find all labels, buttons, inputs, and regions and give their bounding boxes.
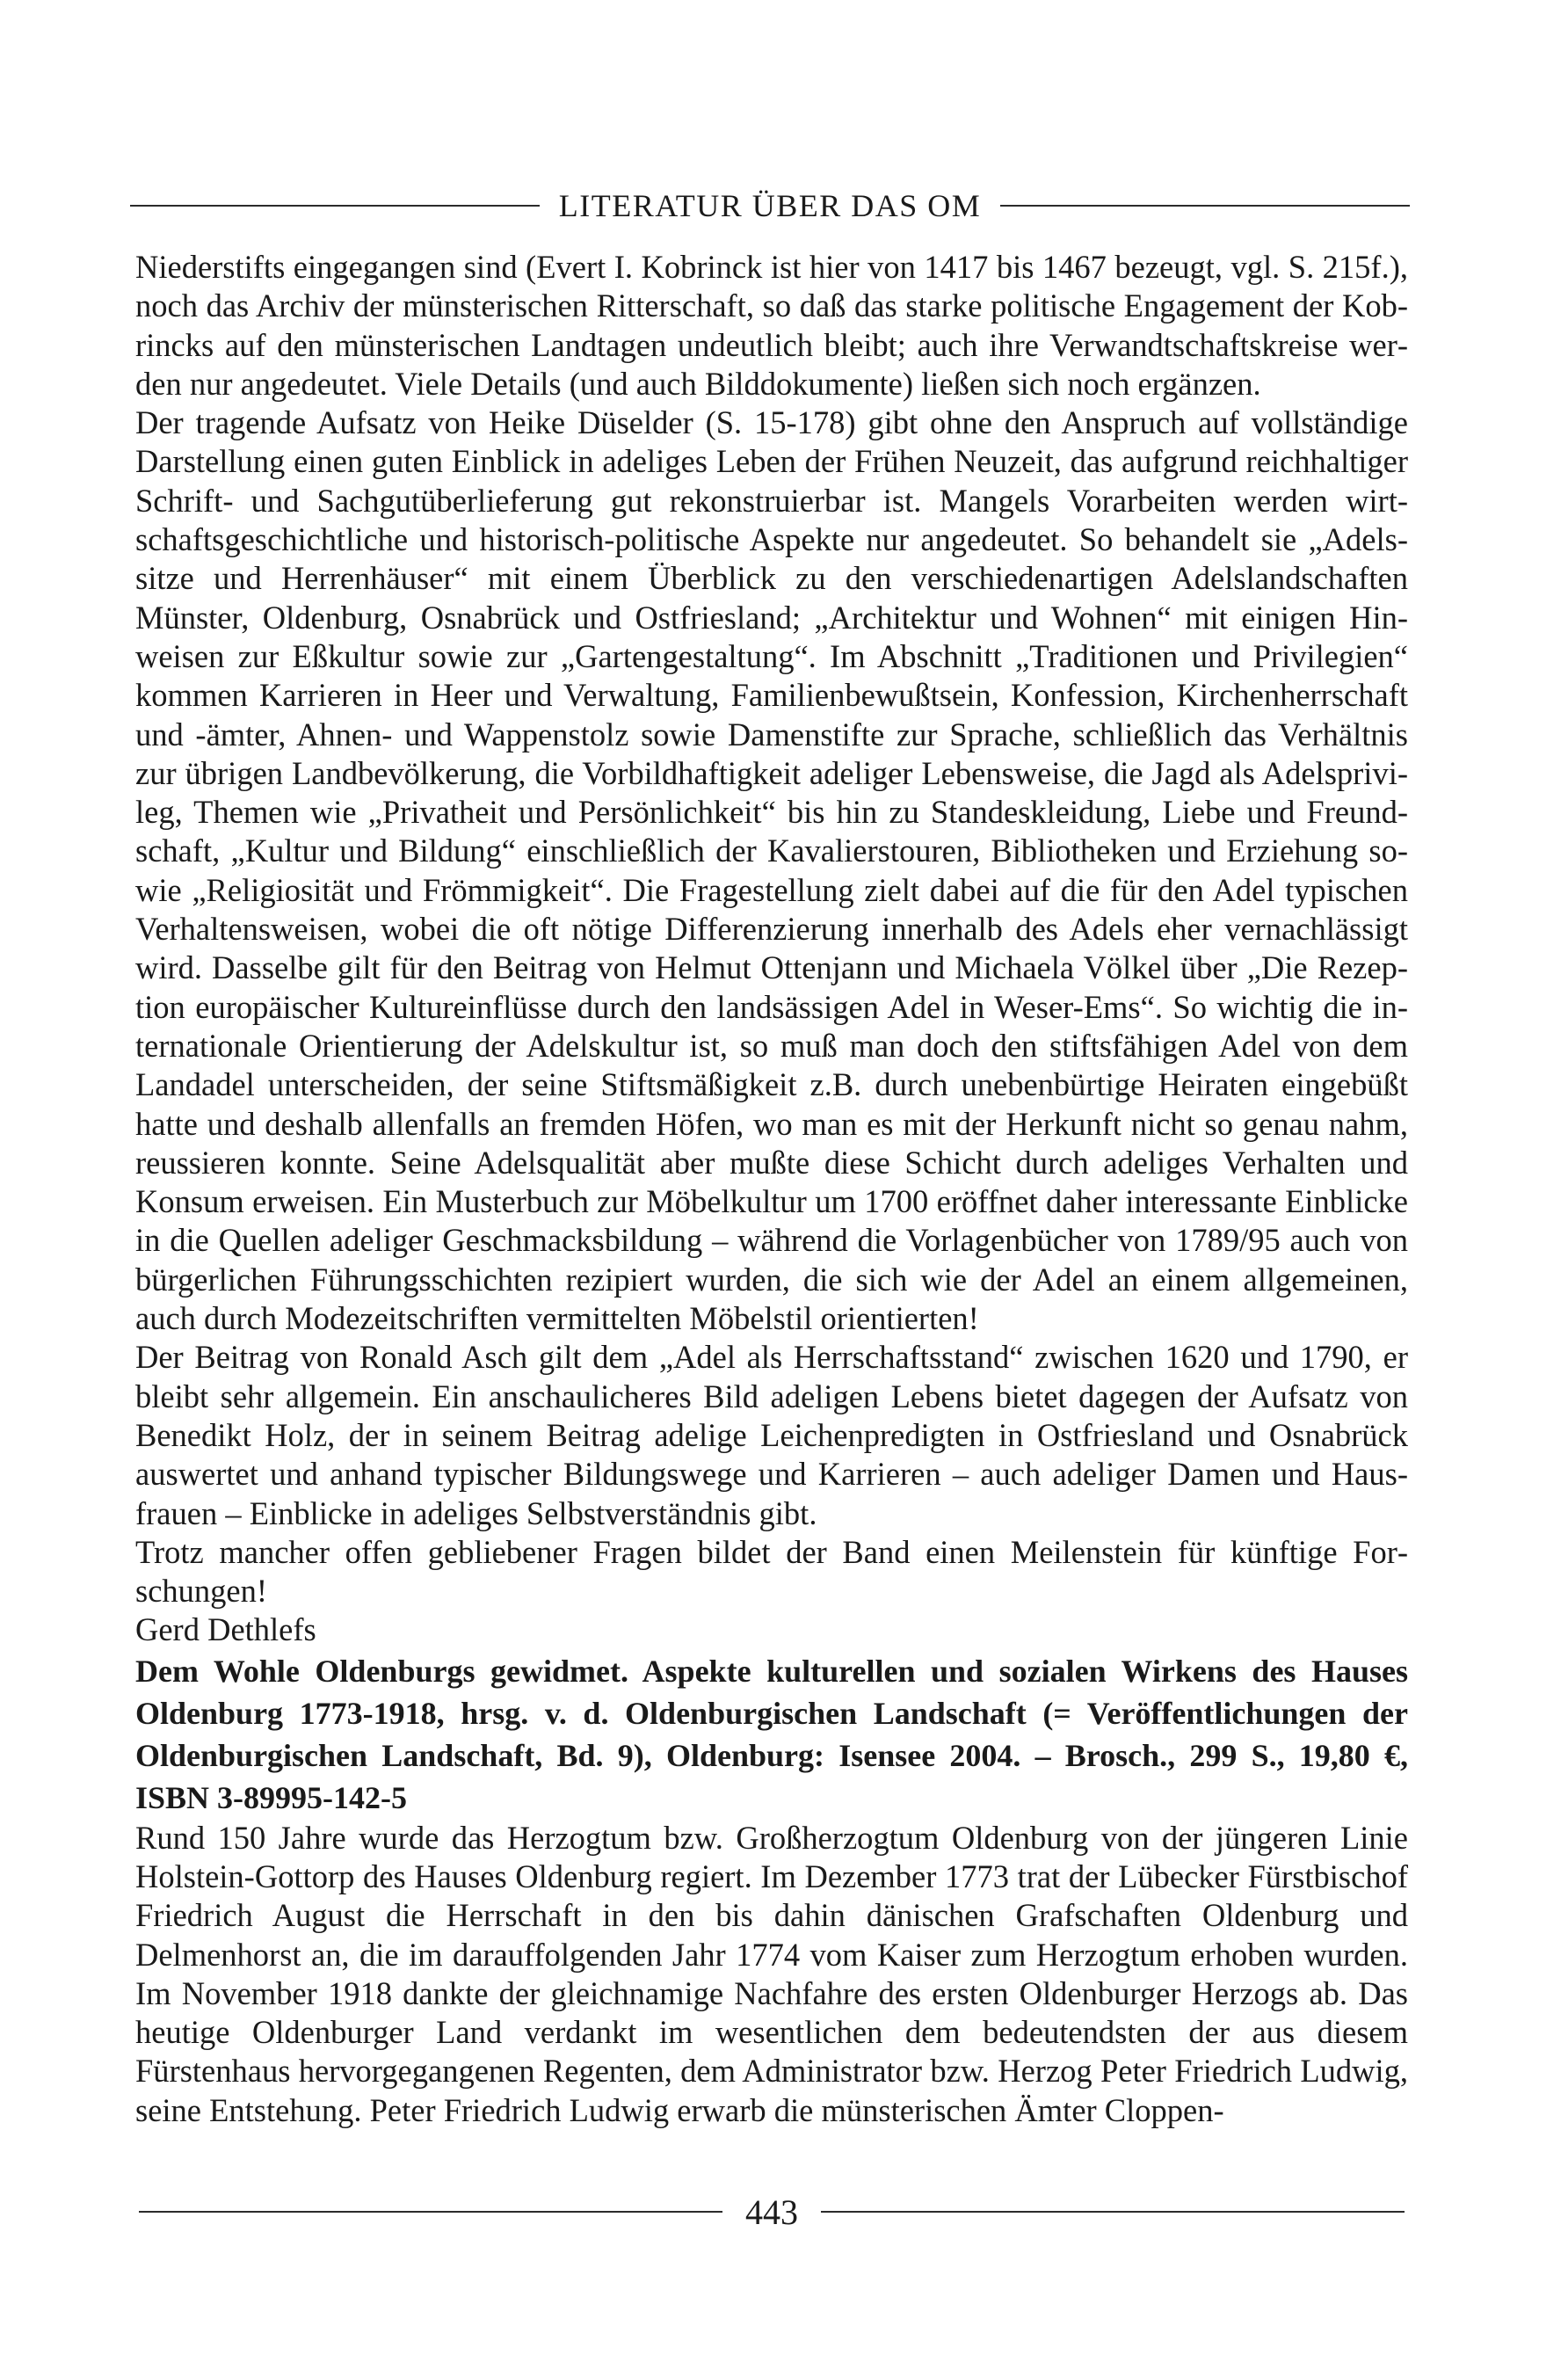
body-paragraph: Trotz mancher offen gebliebener Fragen bildet der Band einen Meilenstein für künftige Forschungen!	[135, 1533, 1408, 1610]
page-footer	[139, 2185, 1405, 2238]
header-rule-right	[1000, 205, 1410, 207]
running-header-title: LITERATUR ÜBER DAS OM	[558, 188, 982, 223]
header-rule-left	[130, 205, 540, 207]
review-paragraph: Rund 150 Jahre wurde das Herzogtum bzw. Großherzogtum Oldenburg von der jüngeren Linie Holstein-Gottorp des Hauses Oldenburg regiert. Im Dezember 1773 trat der Lübecker Fürstbischof Friedrich August die Herrschaft in den bis dahin dänischen Grafschaften Oldenburg und Delmenhorst an, die im darauffolgenden Jahr 1774 vom Kaiser zum Herzogtum erhoben wurden. Im November 1918 dankte der gleichnamige Nachfahre des ersten Oldenburger Herzogs ab. Das heutige Oldenburger Land verdankt im wesentlichen dem bedeutendsten der aus diesem Fürstenhaus hervorgegangenen Regenten, dem Administrator bzw. Herzog Peter Friedrich Ludwig, seine Entstehung. Peter Friedrich Ludwig erwarb die münsterischen Ämter Cloppen-	[135, 1819, 1408, 2128]
book-citation: Dem Wohle Oldenburgs gewidmet. Aspekte kulturellen und sozialen Wirkens des Hauses Oldenburg 1773-1918, hrsg. v. d. Oldenburgischen Landschaft (= Veröffentlichungen der Oldenburgischen Landschaft, Bd. 9), Oldenburg: Isensee 2004. – Brosch., 299 S., 19,80 €, ISBN 3-89995-142-5	[135, 1653, 1408, 1815]
page-body	[135, 248, 1408, 2130]
footer-rule-right	[821, 2211, 1405, 2213]
page-number: 443	[745, 2192, 798, 2232]
footer-rule-left	[139, 2211, 722, 2213]
body-paragraph: Niederstifts eingegangen sind (Evert I. Kobrinck ist hier von 1417 bis 1467 bezeugt, vgl. S. 215f.), noch das Archiv der münsterischen Ritterschaft, so daß das starke politische Engagement der Kobrincks auf den münsterischen Landtagen undeutlich bleibt; auch ihre Verwandtschaftskreise werden nur angedeutet. Viele Details (und auch Bilddokumente) ließen sich noch ergänzen.	[135, 249, 1408, 402]
review-signature: Gerd Dethlefs	[135, 1611, 316, 1648]
running-header	[130, 179, 1410, 232]
body-paragraph: Der Beitrag von Ronald Asch gilt dem „Adel als Herrschaftsstand“ zwischen 1620 und 1790, er bleibt sehr allgemein. Ein anschaulicheres Bild adeligen Lebens bietet dagegen der Aufsatz von Benedikt Holz, der in seinem Beitrag adelige Leichenpredigten in Ostfriesland und Osnabrück auswertet und anhand typischer Bildungswege und Karrieren – auch adeliger Damen und Hausfrauen – Einblicke in adeliges Selbstverständnis gibt.	[135, 1339, 1408, 1531]
body-paragraph: Der tragende Aufsatz von Heike Düselder (S. 15-178) gibt ohne den Anspruch auf vollständige Darstellung einen guten Einblick in adeliges Leben der Frühen Neuzeit, das aufgrund reichhaltiger Schrift- und Sachgutüberlieferung gut rekonstruierbar ist. Mangels Vorarbeiten werden wirtschaftsgeschichtliche und historisch-politische Aspekte nur angedeutet. So behandelt sie „Adelssitze und Herrenhäuser“ mit einem Überblick zu den verschiedenartigen Adelslandschaften Münster, Oldenburg, Osnabrück und Ostfriesland; „Architektur und Wohnen“ mit einigen Hinweisen zur Eßkultur sowie zur „Gartengestaltung“. Im Abschnitt „Traditionen und Privilegien“ kommen Karrieren in Heer und Verwaltung, Familienbewußtsein, Konfession, Kirchenherrschaft und -ämter, Ahnen- und Wappenstolz sowie Damenstifte zur Sprache, schließlich das Verhältnis zur übrigen Landbevölkerung, die Vorbildhaftigkeit adeliger Lebensweise, die Jagd als Adelsprivileg, Themen wie „Privatheit und Persönlichkeit“ bis hin zu Standeskleidung, Liebe und Freundschaft, „Kultur und Bildung“ einschließlich der Kavalierstouren, Bibliotheken und Erziehung sowie „Religiosität und Frömmigkeit“. Die Fragestellung zielt dabei auf die für den Adel typischen Verhaltensweisen, wobei die oft nötige Differenzierung innerhalb des Adels eher vernachlässigt wird. Dasselbe gilt für den Beitrag von Helmut Ottenjann und Michaela Völkel über „Die Rezeption europäischer Kultureinflüsse durch den landsässigen Adel in Weser-Ems“. So wichtig die internationale Orientierung der Adelskultur ist, so muß man doch den stiftsfähigen Adel von dem Landadel unterscheiden, der seine Stiftsmäßigkeit z.B. durch unebenbürtige Heiraten eingebüßt hatte und deshalb allenfalls an fremden Höfen, wo man es mit der Herkunft nicht so genau nahm, reussieren konnte. Seine Adelsqualität aber mußte diese Schicht durch adeliges Verhalten und Konsum erweisen. Ein Musterbuch zur Möbelkultur um 1700 eröffnet daher interessante Einblicke in die Quellen adeliger Geschmacksbildung – während die Vorlagenbücher von 1789/95 auch von bürgerlichen Führungsschichten rezipiert wurden, die sich wie der Adel an einem allgemeinen, auch durch Modezeitschriften vermittelten Möbelstil orientierten!	[135, 404, 1408, 1337]
